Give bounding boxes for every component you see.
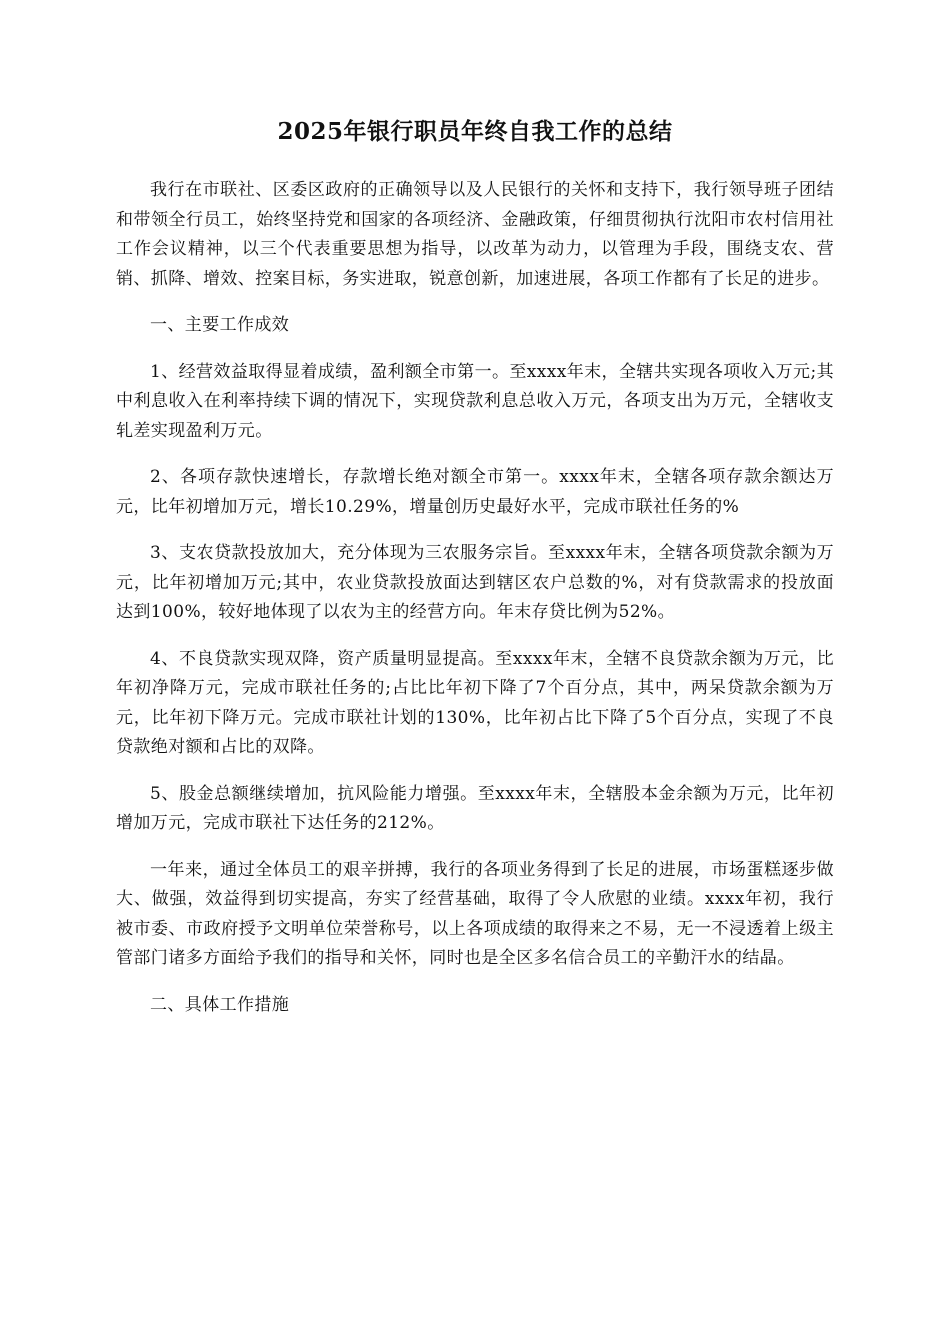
- document-body: [116, 176, 834, 1037]
- achievement-paragraph-5: 5、股金总额继续增加，抗风险能力增强。至xxxx年末，全辖股本金余额为万元，比年初增加万元，完成市联社下达任务的212%。: [116, 783, 834, 833]
- achievement-paragraph-2: 2、各项存款快速增长，存款增长绝对额全市第一。xxxx年末，全辖各项存款余额达万元，比年初增加万元，增长10.29%，增量创历史最好水平，完成市联社任务的%: [116, 467, 834, 517]
- intro-paragraph: 我行在市联社、区委区政府的正确领导以及人民银行的关怀和支持下，我行领导班子团结和带领全行员工，始终坚持党和国家的各项经济、金融政策，仔细贯彻执行沈阳市农村信用社工作会议精神，以三个代表重要思想为指导，以改革为动力，以管理为手段，围绕支农、营销、抓降、增效、控案目标，务实进取，锐意创新，加速进展，各项工作都有了长足的进步。: [116, 180, 834, 289]
- section-heading-1: 一、主要工作成效: [150, 315, 290, 335]
- section-heading-2: 二、具体工作措施: [150, 994, 290, 1015]
- achievement-paragraph-3: 3、支农贷款投放加大，充分体现为三农服务宗旨。至xxxx年末，全辖各项贷款余额为万元，比年初增加万元;其中，农业贷款投放面达到辖区农户总数的%，对有贷款需求的投放面达到100%，较好地体现了以农为主的经营方向。年末存贷比例为52%。: [116, 543, 834, 622]
- document-title: 2025年银行职员年终自我工作的总结: [277, 118, 673, 145]
- summary-paragraph: 一年来，通过全体员工的艰辛拼搏，我行的各项业务得到了长足的进展，市场蛋糕逐步做大、做强，效益得到切实提高，夯实了经营基础，取得了令人欣慰的业绩。xxxx年初，我行被市委、市政府授予文明单位荣誉称号，以上各项成绩的取得来之不易，无一不浸透着上级主管部门诸多方面给予我们的指导和关怀，同时也是全区多名信合员工的辛勤汗水的结晶。: [116, 859, 834, 968]
- achievement-paragraph-1: 1、经营效益取得显着成绩，盈利额全市第一。至xxxx年末，全辖共实现各项收入万元;其中利息收入在利率持续下调的情况下，实现贷款利息总收入万元，各项支出为万元，全辖收支轧差实现盈利万元。: [116, 361, 834, 441]
- achievement-paragraph-4: 4、不良贷款实现双降，资产质量明显提高。至xxxx年末，全辖不良贷款余额为万元，比年初净降万元，完成市联社任务的;占比比年初下降了7个百分点，其中，两呆贷款余额为万元，比年初下降万元。完成市联社计划的130%，比年初占比下降了5个百分点，实现了不良贷款绝对额和占比的双降。: [116, 648, 834, 757]
